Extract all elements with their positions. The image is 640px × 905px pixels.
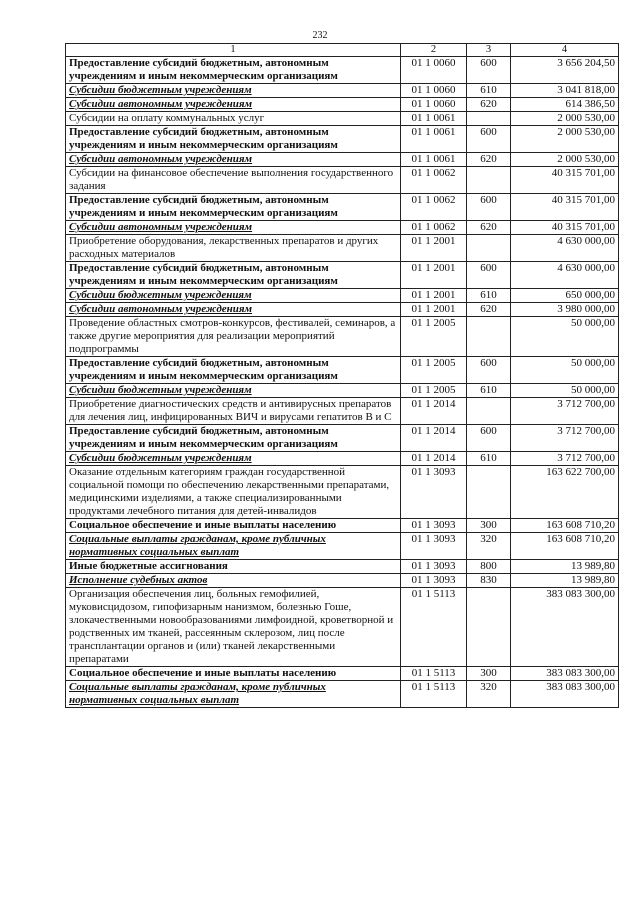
row-code: 01 1 2005: [401, 384, 467, 398]
row-code: 01 1 3093: [401, 519, 467, 533]
row-code: 01 1 5113: [401, 588, 467, 667]
row-code: 01 1 2001: [401, 289, 467, 303]
header-col-2: 2: [401, 44, 467, 57]
table-row: [66, 519, 619, 533]
row-code: 01 1 0060: [401, 84, 467, 98]
row-code: 01 1 2001: [401, 235, 467, 262]
row-name: Приобретение оборудования, лекарственных препаратов и других расходных материалов: [66, 235, 401, 262]
table-row: [66, 466, 619, 519]
table-row: [66, 84, 619, 98]
table-row: [66, 98, 619, 112]
row-expense-type: 610: [467, 452, 511, 466]
row-amount: 3 656 204,50: [511, 57, 619, 84]
table-row: [66, 317, 619, 357]
row-name: Субсидии на оплату коммунальных услуг: [66, 112, 401, 126]
row-name: Приобретение диагностических средств и антивирусных препаратов для лечения лиц, инфицированных ВИЧ и вирусами гепатитов В и С: [66, 398, 401, 425]
row-amount: 3 980 000,00: [511, 303, 619, 317]
row-name: Оказание отдельным категориям граждан государственной социальной помощи по обеспечению лекарственными препаратами, медицинскими изделиями, а также специализированными продуктами лечебного питания для детей-инвалидов: [66, 466, 401, 519]
row-amount: 50 000,00: [511, 384, 619, 398]
row-code: 01 1 0062: [401, 167, 467, 194]
row-amount: 383 083 300,00: [511, 667, 619, 681]
table-row: [66, 221, 619, 235]
row-code: 01 1 2005: [401, 357, 467, 384]
row-name: Субсидии автономным учреждениям: [66, 98, 401, 112]
row-code: 01 1 3093: [401, 560, 467, 574]
row-name: Субсидии бюджетным учреждениям: [66, 452, 401, 466]
row-name: Социальное обеспечение и иные выплаты населению: [66, 519, 401, 533]
row-code: 01 1 0062: [401, 194, 467, 221]
header-row: [66, 44, 619, 57]
table-row: [66, 112, 619, 126]
row-code: 01 1 3093: [401, 574, 467, 588]
row-code: 01 1 5113: [401, 667, 467, 681]
row-amount: 3 712 700,00: [511, 425, 619, 452]
table-row: [66, 167, 619, 194]
row-code: 01 1 2005: [401, 317, 467, 357]
row-amount: 614 386,50: [511, 98, 619, 112]
row-expense-type: 320: [467, 681, 511, 708]
row-amount: 383 083 300,00: [511, 681, 619, 708]
row-expense-type: 320: [467, 533, 511, 560]
row-expense-type: 620: [467, 153, 511, 167]
row-amount: 3 712 700,00: [511, 452, 619, 466]
row-code: 01 1 0061: [401, 153, 467, 167]
row-name: Социальные выплаты гражданам, кроме публичных нормативных социальных выплат: [66, 681, 401, 708]
table-row: [66, 289, 619, 303]
row-expense-type: 620: [467, 98, 511, 112]
row-name: Иные бюджетные ассигнования: [66, 560, 401, 574]
table-row: [66, 384, 619, 398]
table-row: [66, 574, 619, 588]
table-row: [66, 153, 619, 167]
row-expense-type: 830: [467, 574, 511, 588]
row-code: 01 1 0060: [401, 98, 467, 112]
row-expense-type: [467, 588, 511, 667]
row-name: Субсидии бюджетным учреждениям: [66, 384, 401, 398]
row-amount: 163 608 710,20: [511, 519, 619, 533]
row-amount: 2 000 530,00: [511, 153, 619, 167]
row-name: Социальные выплаты гражданам, кроме публичных нормативных социальных выплат: [66, 533, 401, 560]
row-name: Социальное обеспечение и иные выплаты населению: [66, 667, 401, 681]
row-name: Предоставление субсидий бюджетным, автономным учреждениям и иным некоммерческим организациям: [66, 357, 401, 384]
header-col-4: 4: [511, 44, 619, 57]
row-name: Предоставление субсидий бюджетным, автономным учреждениям и иным некоммерческим организациям: [66, 57, 401, 84]
table-row: [66, 681, 619, 708]
row-name: Субсидии на финансовое обеспечение выполнения государственного задания: [66, 167, 401, 194]
row-code: 01 1 3093: [401, 533, 467, 560]
row-amount: 13 989,80: [511, 574, 619, 588]
row-amount: 383 083 300,00: [511, 588, 619, 667]
table-row: [66, 303, 619, 317]
table-row: [66, 398, 619, 425]
row-code: 01 1 2001: [401, 262, 467, 289]
row-amount: 3 712 700,00: [511, 398, 619, 425]
page-number: 232: [312, 30, 328, 41]
table-row: [66, 560, 619, 574]
row-code: 01 1 2014: [401, 452, 467, 466]
row-name: Предоставление субсидий бюджетным, автономным учреждениям и иным некоммерческим организациям: [66, 194, 401, 221]
row-name: Субсидии бюджетным учреждениям: [66, 84, 401, 98]
row-expense-type: 600: [467, 425, 511, 452]
table-row: [66, 357, 619, 384]
row-amount: 2 000 530,00: [511, 112, 619, 126]
table-row: [66, 262, 619, 289]
header-col-3: 3: [467, 44, 511, 57]
table-body: [66, 57, 619, 708]
row-code: 01 1 2014: [401, 398, 467, 425]
row-amount: 40 315 701,00: [511, 167, 619, 194]
row-code: 01 1 0061: [401, 112, 467, 126]
row-code: 01 1 0060: [401, 57, 467, 84]
row-name: Исполнение судебных актов: [66, 574, 401, 588]
table-row: [66, 126, 619, 153]
row-amount: 40 315 701,00: [511, 194, 619, 221]
row-name: Субсидии автономным учреждениям: [66, 221, 401, 235]
row-expense-type: 610: [467, 384, 511, 398]
table-row: [66, 235, 619, 262]
row-code: 01 1 3093: [401, 466, 467, 519]
row-amount: 163 622 700,00: [511, 466, 619, 519]
table-row: [66, 533, 619, 560]
budget-table: [65, 43, 619, 708]
row-expense-type: 600: [467, 357, 511, 384]
row-name: Предоставление субсидий бюджетным, автономным учреждениям и иным некоммерческим организациям: [66, 126, 401, 153]
row-amount: 163 608 710,20: [511, 533, 619, 560]
row-amount: 3 041 818,00: [511, 84, 619, 98]
row-amount: 4 630 000,00: [511, 235, 619, 262]
row-name: Предоставление субсидий бюджетным, автономным учреждениям и иным некоммерческим организациям: [66, 262, 401, 289]
row-expense-type: 600: [467, 57, 511, 84]
row-name: Субсидии бюджетным учреждениям: [66, 289, 401, 303]
table-row: [66, 57, 619, 84]
row-expense-type: 620: [467, 303, 511, 317]
row-amount: 13 989,80: [511, 560, 619, 574]
row-code: 01 1 0062: [401, 221, 467, 235]
table-row: [66, 452, 619, 466]
row-expense-type: [467, 398, 511, 425]
row-amount: 40 315 701,00: [511, 221, 619, 235]
row-expense-type: [467, 167, 511, 194]
row-expense-type: 610: [467, 289, 511, 303]
table-row: [66, 194, 619, 221]
row-amount: 2 000 530,00: [511, 126, 619, 153]
row-name: Организация обеспечения лиц, больных гемофилией, муковисцидозом, гипофизарным нанизмом, болезнью Гоше, злокачественными новообразованиями лимфоидной, кроветворной и родственных им тканей, рассеянным склерозом, лиц после трансплантации органов и (или) тканей лекарственными препаратами: [66, 588, 401, 667]
row-expense-type: [467, 112, 511, 126]
row-name: Предоставление субсидий бюджетным, автономным учреждениям и иным некоммерческим организациям: [66, 425, 401, 452]
row-code: 01 1 2014: [401, 425, 467, 452]
row-expense-type: 620: [467, 221, 511, 235]
row-name: Субсидии автономным учреждениям: [66, 303, 401, 317]
row-expense-type: [467, 317, 511, 357]
row-expense-type: 610: [467, 84, 511, 98]
row-name: Проведение областных смотров-конкурсов, фестивалей, семинаров, а также другие мероприятия для реализации мероприятий подпрограммы: [66, 317, 401, 357]
row-expense-type: 300: [467, 667, 511, 681]
row-amount: 4 630 000,00: [511, 262, 619, 289]
row-code: 01 1 2001: [401, 303, 467, 317]
table-row: [66, 588, 619, 667]
row-amount: 50 000,00: [511, 317, 619, 357]
row-name: Субсидии автономным учреждениям: [66, 153, 401, 167]
table-row: [66, 425, 619, 452]
row-code: 01 1 0061: [401, 126, 467, 153]
row-amount: 50 000,00: [511, 357, 619, 384]
row-expense-type: [467, 235, 511, 262]
row-expense-type: [467, 466, 511, 519]
row-expense-type: 800: [467, 560, 511, 574]
row-expense-type: 600: [467, 126, 511, 153]
row-expense-type: 600: [467, 194, 511, 221]
row-expense-type: 300: [467, 519, 511, 533]
table-row: [66, 667, 619, 681]
row-expense-type: 600: [467, 262, 511, 289]
header-col-1: 1: [66, 44, 401, 57]
row-code: 01 1 5113: [401, 681, 467, 708]
row-amount: 650 000,00: [511, 289, 619, 303]
